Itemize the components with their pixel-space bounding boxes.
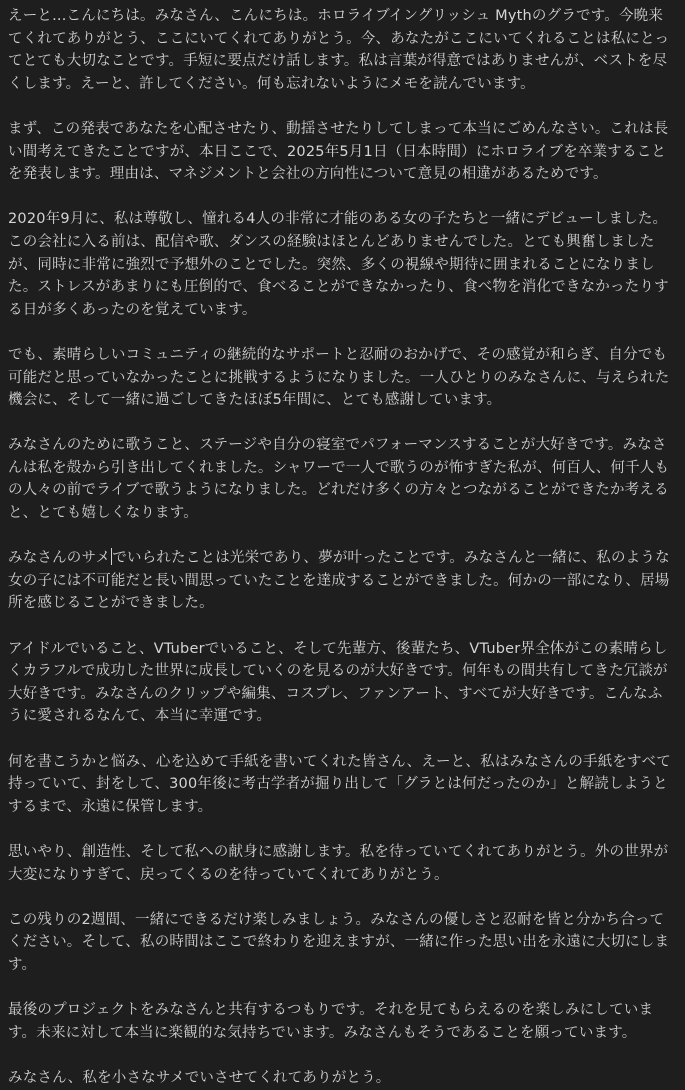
paragraph: アイドルでいること、VTuberでいること、そして先輩方、後輩たち、VTuber界全体がこの素晴らしくカラフルで成功した世界に成長していくのを見るのが大好きです。何年もの間共有してきた冗談が大好きです。みなさんのクリップや編集、コスプレ、ファンアート、すべてが大好きです。こんなふうに愛されるなんて、本当に幸運です。 — [8, 640, 668, 725]
paragraph: 2020年9月に、私は尊敬し、憧れる4人の非常に才能のある女の子たちと一緒にデビューしました。この会社に入る前は、配信や歌、ダンスの経験はほとんどありませんでした。とても興奮しましたが、同時に非常に強烈で予想外のことでした。突然、多くの視線や期待に囲まれることになりました。ストレスがあまりにも圧倒的で、食べることができなかったり、食べ物を消化できなかったりする日が多くあったのを覚えています。 — [8, 211, 669, 318]
paragraph: 最後のプロジェクトをみなさんと共有するつもりです。それを見てもらえるのを楽しみにしています。未来に対して本当に楽観的な気持ちでいます。みなさんもそうであることを願っています。 — [8, 1002, 654, 1041]
paragraph: この残りの2週間、一緒にできるだけ楽しみましょう。みなさんの優しさと忍耐を皆と分かち合ってください。そして、私の時間はここで終わりを迎えますが、一緒に作った思い出を永遠に大切にします。 — [8, 911, 670, 973]
paragraph-text-after-cursor: でいられたことは光栄であり、夢が叶ったことです。みなさんと一緒に、私のような女の子には不可能だと長い間思っていたことを達成することができました。何かの一部になり、居場所を感じることができました。 — [8, 550, 670, 612]
paragraph-text-before-cursor: みなさんのサメ — [8, 550, 111, 567]
paragraph: まず、この発表であなたを心配させたり、動揺させたりしてしまって本当にごめんなさい。これは長い間考えてきたことですが、本日ここで、2025年5月1日（日本時間）にホロライブを卒業することを発表します。理由は、マネジメントと会社の方向性について意見の相違があるためです。 — [8, 120, 669, 183]
paragraph-with-cursor — [8, 547, 677, 615]
paragraph: えーと...こんにちは。みなさん、こんにちは。ホロライブイングリッシュ Mythのグラです。今晩来てくれてありがとう、ここにいてくれてありがとう。今、あなたがここにいてくれることは私にとってとても大切なことです。手短に要点だけ話します。私は言葉が得意ではありませんが、ベストを尽くします。えーと、許してください。何も忘れないようにメモを読んでいます。 — [8, 8, 670, 92]
paragraph: みなさん、私を小さなサメでいさせてくれてありがとう。 — [8, 1069, 391, 1086]
paragraph: みなさんのために歌うこと、ステージや自分の寝室でパフォーマンスすることが大好きです。みなさんは私を殻から引き出してくれました。シャワーで一人で歌うのが怖すぎた私が、何百人、何千人もの人々の前でライブで歌うようになりました。どれだけ多くの方々とつながることができたか考えると、とても嬉しくなります。 — [8, 437, 670, 522]
paragraph: 思いやり、創造性、そして私への献身に感謝します。私を待っていてくれてありがとう。外の世界が大変になりすぎて、戻ってくるのを待っていてくれてありがとう。 — [8, 843, 669, 883]
paragraph: でも、素晴らしいコミュニティの継続的なサポートと忍耐のおかげで、その感覚が和らぎ、自分でも可能だと思っていなかったことに挑戦するようになりました。一人ひとりのみなさんに、与えられた機会に、そして一緒に過ごしてきたほぼ5年間に、とても感謝しています。 — [8, 346, 670, 409]
paragraph: 何を書こうかと悩み、心を込めて手紙を書いてくれた皆さん、えーと、私はみなさんの手紙をすべて持っていて、封をして、300年後に考古学者が掘り出して「グラとは何だったのか」と解読しようとするまで、永遠に保管します。 — [8, 753, 671, 815]
